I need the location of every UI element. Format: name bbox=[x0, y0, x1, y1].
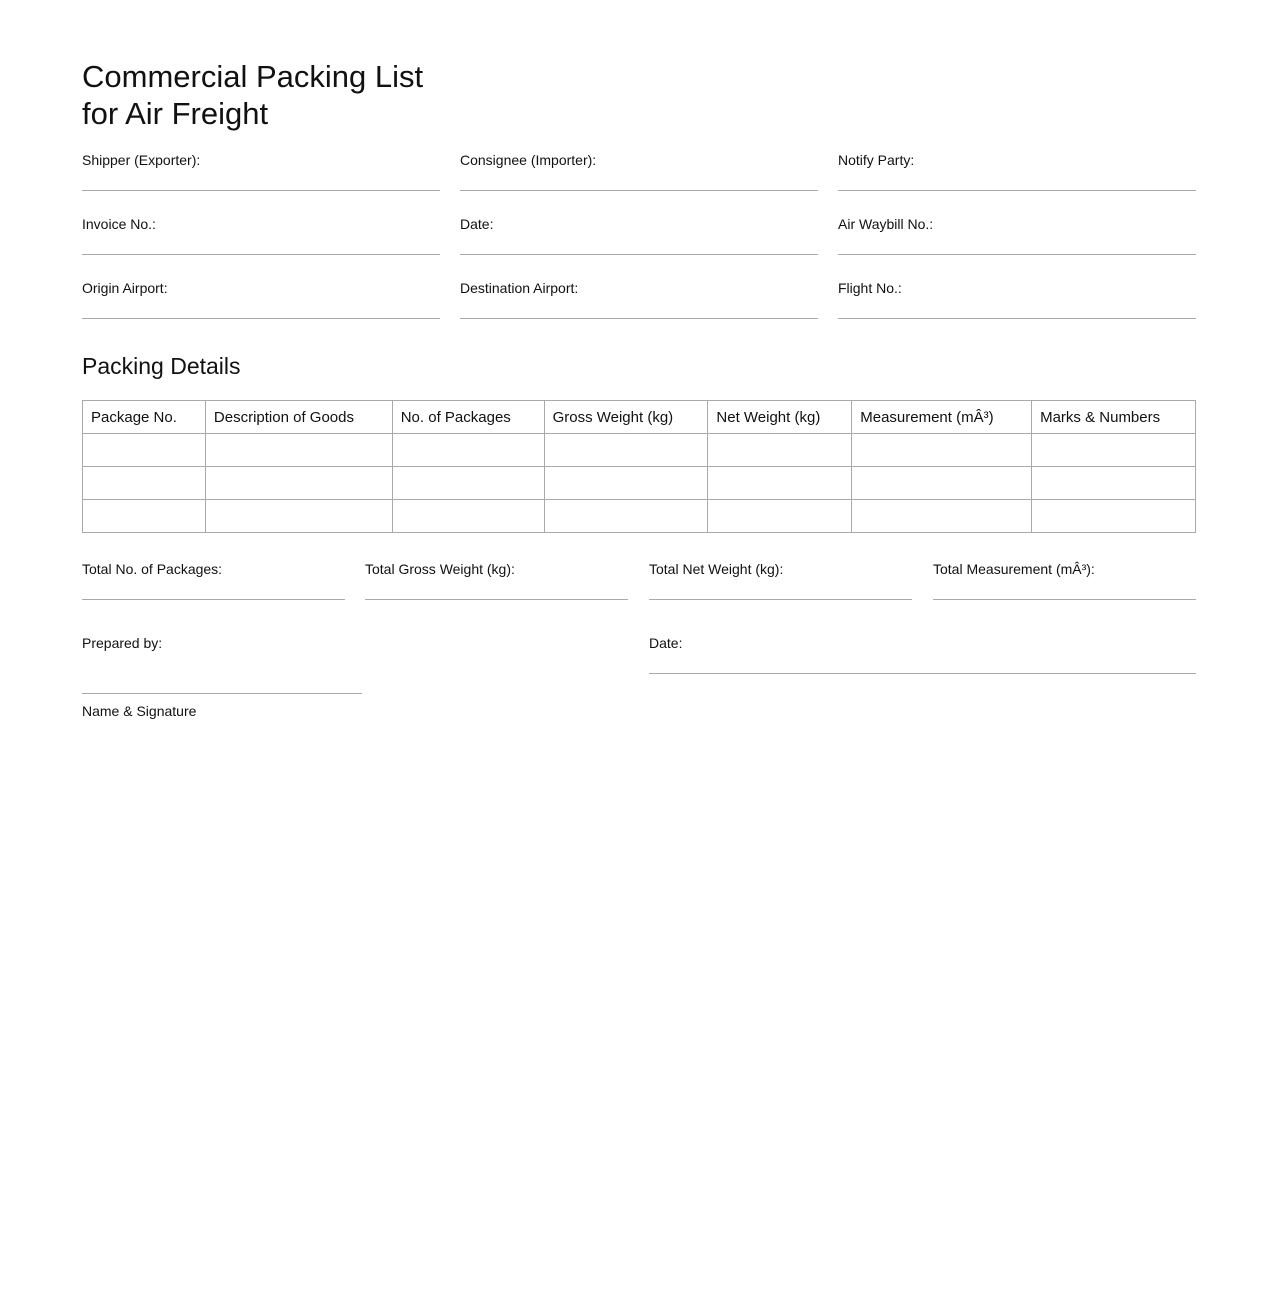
total-line bbox=[365, 599, 628, 600]
table-cell[interactable] bbox=[205, 500, 392, 533]
total-line bbox=[82, 599, 345, 600]
column-header: Measurement (mÂ³) bbox=[852, 401, 1032, 434]
form-field[interactable] bbox=[460, 216, 818, 256]
column-header: Gross Weight (kg) bbox=[544, 401, 708, 434]
section-title: Packing Details bbox=[82, 353, 241, 379]
table-cell[interactable] bbox=[83, 467, 206, 500]
total-field[interactable] bbox=[365, 561, 628, 601]
table-cell[interactable] bbox=[852, 467, 1032, 500]
form-field[interactable] bbox=[838, 152, 1196, 192]
field-line bbox=[838, 254, 1196, 255]
field-line bbox=[82, 190, 440, 191]
table-cell[interactable] bbox=[392, 467, 544, 500]
total-label: Total Measurement (mÂ³): bbox=[933, 561, 1095, 577]
form-field[interactable] bbox=[82, 152, 440, 192]
total-field[interactable] bbox=[649, 561, 912, 601]
table-cell[interactable] bbox=[1032, 467, 1196, 500]
title-line-2: for Air Freight bbox=[82, 96, 269, 131]
field-label: Air Waybill No.: bbox=[838, 216, 934, 232]
field-line bbox=[460, 254, 818, 255]
field-label: Shipper (Exporter): bbox=[82, 152, 201, 168]
form-field[interactable] bbox=[82, 216, 440, 256]
total-label: Total Net Weight (kg): bbox=[649, 561, 784, 577]
column-header: Net Weight (kg) bbox=[708, 401, 852, 434]
total-field[interactable] bbox=[933, 561, 1196, 601]
packing-table bbox=[82, 400, 1196, 533]
field-line bbox=[82, 318, 440, 319]
table-row bbox=[83, 467, 1196, 500]
form-field[interactable] bbox=[838, 280, 1196, 320]
field-label: Destination Airport: bbox=[460, 280, 579, 296]
field-label: Notify Party: bbox=[838, 152, 915, 168]
table-cell[interactable] bbox=[544, 467, 708, 500]
table-cell[interactable] bbox=[83, 500, 206, 533]
form-field[interactable] bbox=[460, 280, 818, 320]
table-cell[interactable] bbox=[205, 467, 392, 500]
page-title bbox=[82, 58, 582, 132]
table-cell[interactable] bbox=[392, 434, 544, 467]
table-cell[interactable] bbox=[852, 500, 1032, 533]
table-cell[interactable] bbox=[83, 434, 206, 467]
table-cell[interactable] bbox=[392, 500, 544, 533]
table-row bbox=[83, 500, 1196, 533]
table-cell[interactable] bbox=[708, 500, 852, 533]
field-label: Origin Airport: bbox=[82, 280, 168, 296]
signature-caption: Name & Signature bbox=[82, 703, 197, 719]
prepared-by-label: Prepared by: bbox=[82, 635, 163, 651]
table-cell[interactable] bbox=[708, 467, 852, 500]
signature-line bbox=[82, 693, 362, 694]
column-header: Marks & Numbers bbox=[1032, 401, 1196, 434]
field-line bbox=[460, 190, 818, 191]
table-cell[interactable] bbox=[852, 434, 1032, 467]
total-line bbox=[933, 599, 1196, 600]
table-cell[interactable] bbox=[1032, 500, 1196, 533]
form-field[interactable] bbox=[838, 216, 1196, 256]
form-field[interactable] bbox=[82, 280, 440, 320]
column-header: Package No. bbox=[83, 401, 206, 434]
field-label: Consignee (Importer): bbox=[460, 152, 597, 168]
column-header: No. of Packages bbox=[392, 401, 544, 434]
sign-date-label: Date: bbox=[649, 635, 683, 651]
field-line bbox=[838, 318, 1196, 319]
table-cell[interactable] bbox=[1032, 434, 1196, 467]
table-cell[interactable] bbox=[205, 434, 392, 467]
field-line bbox=[838, 190, 1196, 191]
table-cell[interactable] bbox=[708, 434, 852, 467]
field-label: Date: bbox=[460, 216, 494, 232]
form-field[interactable] bbox=[460, 152, 818, 192]
table-row bbox=[83, 434, 1196, 467]
column-header: Description of Goods bbox=[205, 401, 392, 434]
prepared-by-field[interactable] bbox=[82, 635, 362, 719]
table-cell[interactable] bbox=[544, 434, 708, 467]
total-label: Total No. of Packages: bbox=[82, 561, 223, 577]
total-label: Total Gross Weight (kg): bbox=[365, 561, 515, 577]
field-label: Invoice No.: bbox=[82, 216, 156, 232]
field-line bbox=[82, 254, 440, 255]
field-label: Flight No.: bbox=[838, 280, 902, 296]
sign-date-line bbox=[649, 673, 1196, 674]
sign-date-field[interactable] bbox=[649, 635, 1196, 675]
field-line bbox=[460, 318, 818, 319]
title-line-1: Commercial Packing List bbox=[82, 59, 424, 94]
total-line bbox=[649, 599, 912, 600]
total-field[interactable] bbox=[82, 561, 345, 601]
table-cell[interactable] bbox=[544, 500, 708, 533]
